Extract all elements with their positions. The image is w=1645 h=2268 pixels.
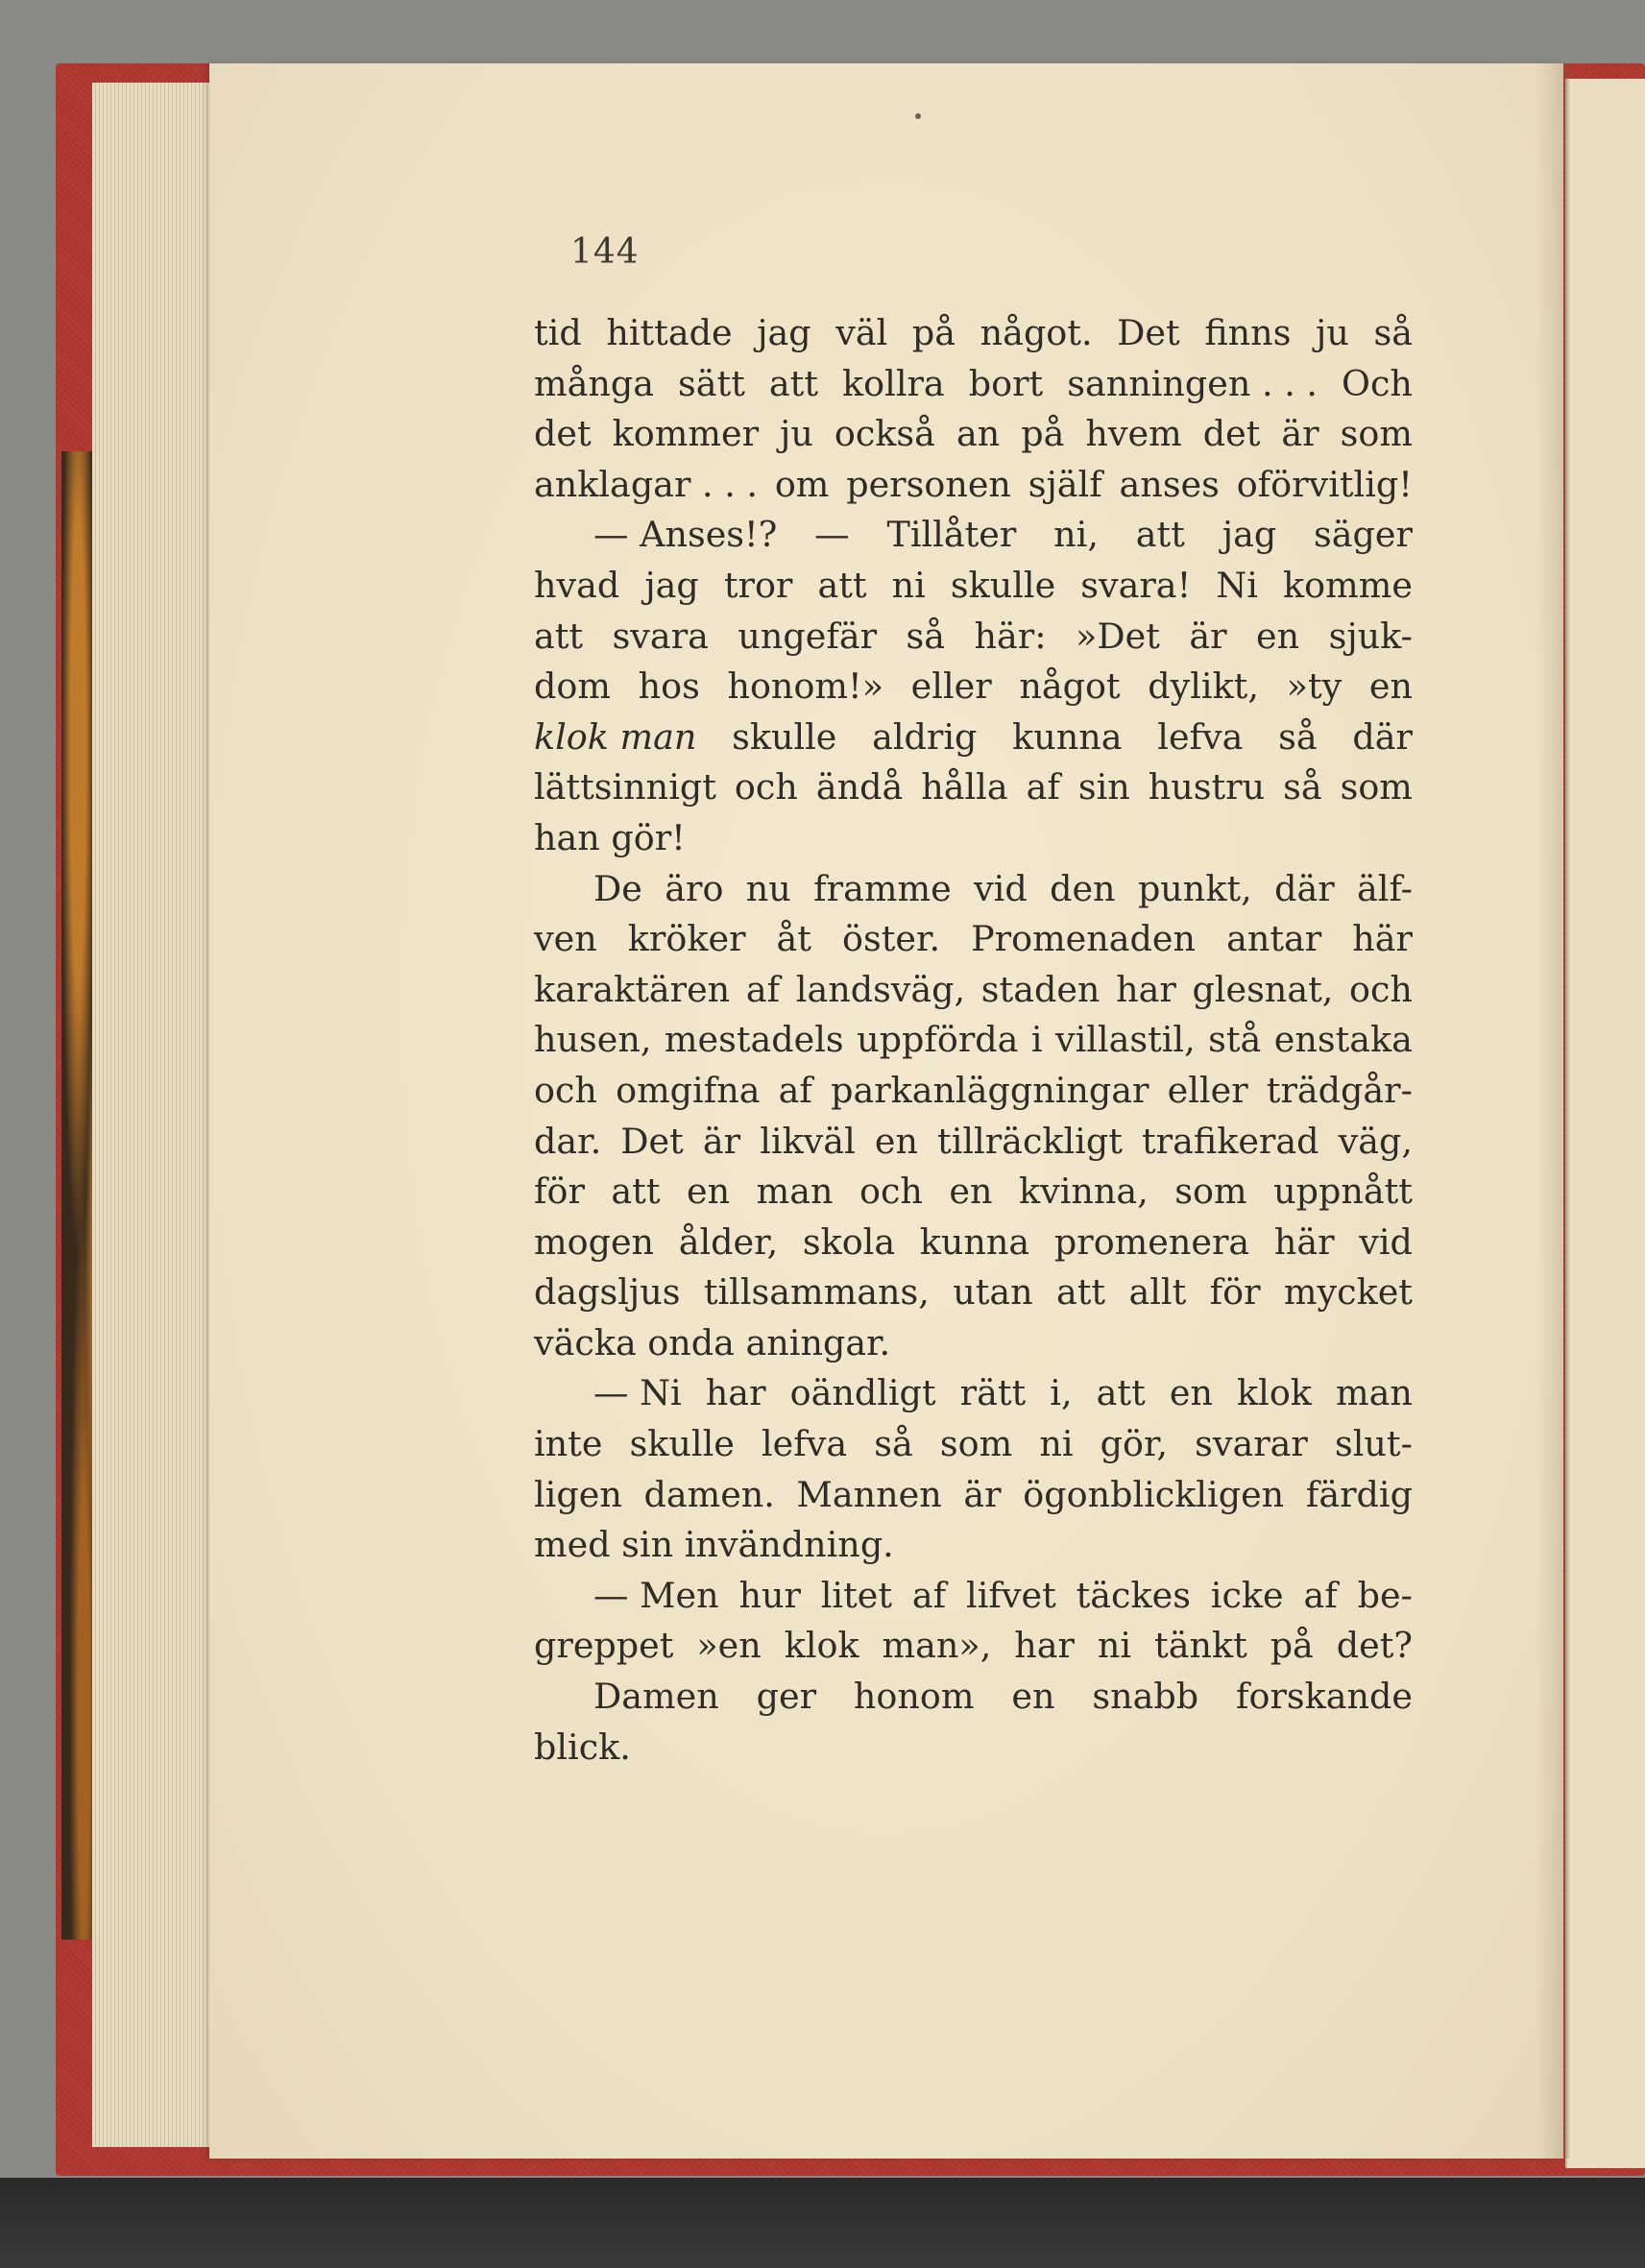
text-line bbox=[534, 1419, 1413, 1470]
word: omgifna bbox=[616, 1069, 761, 1111]
word: eller bbox=[1167, 1069, 1248, 1111]
word: har bbox=[1014, 1625, 1075, 1667]
word: af bbox=[1026, 766, 1060, 808]
word: en bbox=[687, 1170, 731, 1213]
word: ni bbox=[1039, 1423, 1074, 1465]
facing-page-edge bbox=[1565, 79, 1645, 2168]
word: klok man bbox=[534, 715, 697, 758]
word: blick. bbox=[534, 1725, 631, 1768]
word: väg, bbox=[1338, 1120, 1413, 1162]
text-line bbox=[534, 561, 1413, 612]
word: Mannen bbox=[796, 1473, 942, 1515]
word: så bbox=[1278, 715, 1318, 758]
word: och bbox=[734, 766, 798, 808]
word: — Men bbox=[593, 1574, 719, 1616]
word: att bbox=[817, 564, 867, 606]
word: där bbox=[1274, 867, 1335, 909]
word: har bbox=[705, 1372, 766, 1414]
word: Och bbox=[1342, 362, 1413, 404]
word: här: bbox=[974, 615, 1047, 657]
page-number: 144 bbox=[570, 232, 640, 272]
word: många bbox=[534, 362, 655, 404]
word: har bbox=[1116, 968, 1176, 1010]
word: »ty bbox=[1286, 665, 1343, 708]
word: öster. bbox=[842, 918, 941, 960]
word: tillräckligt bbox=[937, 1120, 1123, 1162]
word: väl bbox=[835, 312, 888, 353]
text-line bbox=[534, 914, 1413, 965]
word: utan bbox=[953, 1271, 1033, 1314]
word: är bbox=[1189, 615, 1227, 657]
word: personen bbox=[846, 463, 1011, 505]
word: ju bbox=[780, 413, 813, 455]
word: aldrig bbox=[872, 715, 978, 758]
word: lifvet bbox=[966, 1574, 1056, 1616]
word: äro bbox=[665, 867, 724, 909]
text-line bbox=[534, 612, 1413, 663]
word: kollra bbox=[842, 362, 945, 404]
word: täckes bbox=[1076, 1574, 1191, 1616]
word: tror bbox=[723, 564, 793, 606]
word: är bbox=[702, 1120, 741, 1162]
word: glesnat, bbox=[1192, 968, 1334, 1010]
word: kunna bbox=[919, 1220, 1030, 1263]
word: dom bbox=[534, 665, 611, 708]
word: det bbox=[534, 413, 592, 455]
word: damen. bbox=[643, 1473, 775, 1515]
word: snabb bbox=[1092, 1676, 1199, 1718]
text-line bbox=[534, 1571, 1413, 1622]
word: som bbox=[1340, 766, 1413, 808]
word: allt bbox=[1128, 1271, 1187, 1314]
word: ger bbox=[756, 1676, 817, 1718]
word: en bbox=[949, 1170, 993, 1213]
text-line bbox=[534, 1672, 1413, 1723]
word: åt bbox=[776, 918, 811, 960]
word: ligen bbox=[534, 1473, 622, 1515]
text-line bbox=[534, 308, 1413, 359]
word: uppnått bbox=[1273, 1170, 1413, 1213]
word: lefva bbox=[761, 1423, 848, 1465]
word: för bbox=[534, 1170, 585, 1213]
text-line bbox=[534, 1520, 1413, 1571]
word: staden bbox=[980, 968, 1101, 1010]
word: är bbox=[1281, 413, 1319, 455]
word: finns bbox=[1204, 312, 1292, 353]
word: svara! bbox=[1080, 564, 1192, 606]
word: säger bbox=[1314, 514, 1413, 556]
word: ålder, bbox=[678, 1220, 779, 1263]
word: här bbox=[1273, 1220, 1335, 1263]
page-gutter bbox=[1536, 63, 1569, 2159]
word: att bbox=[1135, 514, 1185, 556]
word: honom!» bbox=[727, 665, 884, 708]
word: som bbox=[1174, 1170, 1247, 1213]
word: sjuk- bbox=[1328, 615, 1413, 657]
word: honom bbox=[853, 1676, 975, 1718]
word: sin bbox=[1077, 766, 1130, 808]
word: an bbox=[956, 413, 1001, 455]
word: man bbox=[1336, 1372, 1413, 1414]
word: komme bbox=[1283, 564, 1413, 606]
word: väcka onda aningar. bbox=[534, 1321, 891, 1363]
word: — bbox=[814, 514, 850, 556]
text-line bbox=[534, 1267, 1413, 1318]
word: hvem bbox=[1085, 413, 1182, 455]
word: af bbox=[1303, 1574, 1338, 1616]
word: litet bbox=[820, 1574, 893, 1616]
word: han gör! bbox=[534, 816, 686, 858]
word: en bbox=[1256, 615, 1300, 657]
word: för bbox=[1209, 1271, 1261, 1314]
word: jag bbox=[757, 312, 811, 353]
word: svara bbox=[612, 615, 709, 657]
text-line bbox=[534, 1470, 1413, 1521]
word: klok bbox=[1237, 1372, 1312, 1414]
word: Det bbox=[1117, 312, 1180, 353]
word: slut- bbox=[1335, 1423, 1413, 1465]
word: — Ni bbox=[593, 1372, 682, 1414]
word: hustru bbox=[1148, 766, 1266, 808]
word: ändå bbox=[815, 766, 904, 808]
word: att bbox=[1096, 1372, 1146, 1414]
word: och bbox=[534, 1069, 597, 1111]
word: parkanläggningar bbox=[831, 1069, 1149, 1111]
word: inte bbox=[534, 1423, 603, 1465]
word: — Anses!? bbox=[593, 514, 778, 556]
word: dylikt, bbox=[1148, 665, 1259, 708]
word: så bbox=[906, 615, 946, 657]
word: promenera bbox=[1053, 1220, 1250, 1263]
word: här bbox=[1352, 918, 1413, 960]
word: ni bbox=[891, 564, 926, 606]
word: som bbox=[1340, 413, 1413, 455]
word: klok bbox=[784, 1625, 859, 1667]
word: icke bbox=[1210, 1574, 1284, 1616]
text-line bbox=[534, 662, 1413, 712]
word: anses bbox=[1119, 463, 1220, 505]
word: man bbox=[756, 1170, 834, 1213]
word: skola bbox=[802, 1220, 896, 1263]
text-line bbox=[534, 712, 1413, 763]
word: be- bbox=[1357, 1574, 1413, 1616]
word: jag bbox=[1222, 514, 1277, 556]
word: man», bbox=[882, 1625, 992, 1667]
text-line bbox=[534, 460, 1413, 511]
text-line bbox=[534, 1167, 1413, 1218]
word: jag bbox=[644, 564, 699, 606]
word: något. bbox=[980, 312, 1093, 353]
word: i, bbox=[1050, 1372, 1073, 1414]
page-edges bbox=[92, 83, 217, 2147]
word: där bbox=[1352, 715, 1413, 758]
word: tillsammans, bbox=[703, 1271, 930, 1314]
word: i bbox=[1030, 1019, 1043, 1061]
word: färdig bbox=[1305, 1473, 1413, 1515]
word: hur bbox=[738, 1574, 801, 1616]
word: det? bbox=[1336, 1625, 1413, 1667]
word: dagsljus bbox=[534, 1271, 681, 1314]
text-line bbox=[534, 762, 1413, 813]
word: dar. bbox=[534, 1120, 602, 1162]
word: tid bbox=[534, 312, 582, 353]
word: oändligt bbox=[789, 1372, 936, 1414]
word: stå bbox=[1208, 1019, 1262, 1061]
word: Det bbox=[620, 1120, 684, 1162]
word: med sin invändning. bbox=[534, 1524, 894, 1566]
word: också bbox=[834, 413, 935, 455]
word: sätt bbox=[678, 362, 745, 404]
text-line bbox=[534, 1015, 1413, 1066]
word: så bbox=[1373, 312, 1413, 353]
text-line bbox=[534, 1117, 1413, 1168]
word: hos bbox=[638, 665, 700, 708]
word: på bbox=[1270, 1625, 1314, 1667]
word: hålla bbox=[921, 766, 1008, 808]
body-text bbox=[534, 308, 1413, 1773]
word: att bbox=[768, 362, 819, 404]
text-line bbox=[534, 1621, 1413, 1672]
word: ju bbox=[1316, 312, 1349, 353]
text-line bbox=[534, 1318, 1413, 1369]
word: tänkt bbox=[1154, 1625, 1247, 1667]
word: sanningen . . . bbox=[1067, 362, 1318, 404]
text-line bbox=[534, 1723, 1413, 1773]
word: vid bbox=[1359, 1220, 1413, 1263]
word: skulle bbox=[732, 715, 837, 758]
word: hvad bbox=[534, 564, 620, 606]
word: eller bbox=[910, 665, 992, 708]
word: »Det bbox=[1076, 615, 1160, 657]
word: forskande bbox=[1235, 1676, 1413, 1718]
word: mycket bbox=[1283, 1271, 1413, 1314]
word: enstaka bbox=[1273, 1019, 1413, 1061]
word: af bbox=[911, 1574, 947, 1616]
word: så bbox=[1283, 766, 1322, 808]
word: svarar bbox=[1195, 1423, 1308, 1465]
word: på bbox=[1021, 413, 1065, 455]
word: så bbox=[874, 1423, 913, 1465]
text-line bbox=[534, 965, 1413, 1016]
word: ögonblickligen bbox=[1023, 1473, 1285, 1515]
text-line bbox=[534, 1368, 1413, 1419]
text-line bbox=[534, 1218, 1413, 1268]
word: skulle bbox=[950, 564, 1056, 606]
word: att bbox=[1056, 1271, 1106, 1314]
word: trafikerad bbox=[1141, 1120, 1319, 1162]
word: själf bbox=[1028, 463, 1102, 505]
word: ungefär bbox=[738, 615, 878, 657]
word: anklagar . . . bbox=[534, 463, 759, 505]
text-line bbox=[534, 359, 1413, 410]
word: och bbox=[1349, 968, 1413, 1010]
word: något bbox=[1019, 665, 1121, 708]
word: af bbox=[745, 968, 781, 1010]
word: Damen bbox=[593, 1676, 719, 1718]
word: en bbox=[1368, 665, 1413, 708]
word: De bbox=[593, 867, 642, 909]
word: ni, bbox=[1053, 514, 1099, 556]
word: bort bbox=[968, 362, 1044, 404]
word: hittade bbox=[606, 312, 733, 353]
word: mogen bbox=[534, 1220, 655, 1263]
word: Promenaden bbox=[971, 918, 1197, 960]
word: kröker bbox=[627, 918, 746, 960]
ink-dot bbox=[915, 113, 921, 119]
word: Ni bbox=[1216, 564, 1258, 606]
word: en bbox=[1169, 1372, 1213, 1414]
word: oförvitlig! bbox=[1236, 463, 1413, 505]
word: det bbox=[1202, 413, 1261, 455]
word: en bbox=[874, 1120, 918, 1162]
text-line bbox=[534, 864, 1413, 915]
word: kommer bbox=[612, 413, 760, 455]
word: Tillåter bbox=[886, 514, 1017, 556]
word: gör, bbox=[1100, 1423, 1168, 1465]
word: är bbox=[963, 1473, 1002, 1515]
word: om bbox=[774, 463, 830, 505]
word: landsväg, bbox=[795, 968, 966, 1010]
word: den bbox=[1050, 867, 1116, 909]
text-line bbox=[534, 409, 1413, 460]
text-line bbox=[534, 813, 1413, 864]
word: af bbox=[778, 1069, 812, 1111]
word: som bbox=[939, 1423, 1013, 1465]
word: en bbox=[1011, 1676, 1055, 1718]
word: nu bbox=[745, 867, 791, 909]
word: uppförda bbox=[857, 1019, 1019, 1061]
word: punkt, bbox=[1137, 867, 1252, 909]
word: mestadels bbox=[664, 1019, 844, 1061]
word: att bbox=[611, 1170, 661, 1213]
word: att bbox=[534, 615, 584, 657]
word: villastil, bbox=[1054, 1019, 1196, 1061]
word: kunna bbox=[1012, 715, 1123, 758]
word: ven bbox=[534, 918, 597, 960]
word: lättsinnigt bbox=[534, 766, 716, 808]
word: skulle bbox=[629, 1423, 735, 1465]
word: ni bbox=[1097, 1625, 1132, 1667]
word: karaktären bbox=[534, 968, 731, 1010]
word: vid bbox=[974, 867, 1028, 909]
word: »en bbox=[696, 1625, 762, 1667]
text-line bbox=[534, 1066, 1413, 1117]
word: husen, bbox=[534, 1019, 652, 1061]
word: lefva bbox=[1157, 715, 1244, 758]
word: likväl bbox=[760, 1120, 856, 1162]
word: greppet bbox=[534, 1625, 674, 1667]
word: älf- bbox=[1357, 867, 1413, 909]
word: och bbox=[859, 1170, 923, 1213]
background-bottom bbox=[0, 2178, 1645, 2268]
word: framme bbox=[813, 867, 952, 909]
word: på bbox=[911, 312, 956, 353]
word: trädgår- bbox=[1266, 1069, 1413, 1111]
text-line bbox=[534, 510, 1413, 561]
word: antar bbox=[1226, 918, 1322, 960]
word: kvinna, bbox=[1019, 1170, 1149, 1213]
word: rätt bbox=[959, 1372, 1027, 1414]
